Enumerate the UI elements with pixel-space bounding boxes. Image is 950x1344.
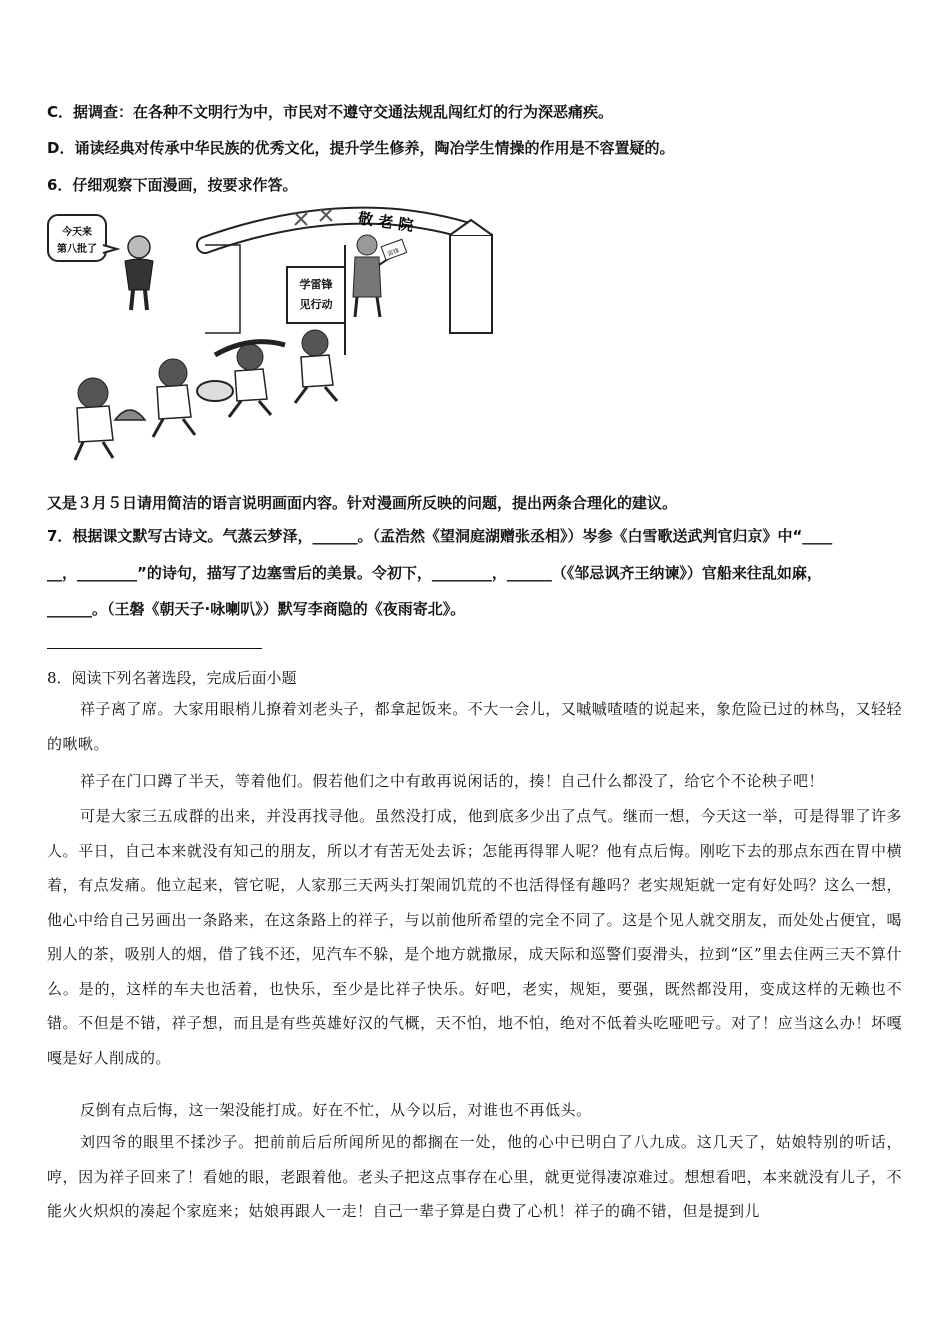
question-7-line-3: ______。（王磐《朝天子·咏喇叭》）默写李商隐的《夜雨寄北》。	[47, 600, 466, 618]
passage-paragraph-4: 反倒有点后悔，这一架没能打成。好在不忙，从今以后，对谁也不再低头。	[80, 1101, 592, 1119]
banner-line-1: 学雷锋	[299, 278, 333, 291]
option-c: C．据调查：在各种不文明行为中，市民对不遵守交通法规乱闯红灯的行为深恶痛疾。	[47, 103, 614, 121]
passage-paragraph-3: 可是大家三五成群的出来，并没再找寻他。虽然没打成，他到底多少出了点气。继而一想，今天这一举，可是得罪了许多人。平日，自己本来就没有知己的朋友，所以才有苦无处去诉；怎能再得罪人呢？他有点后悔。刚吃下去的那点东西在胃中横着，有点发痛。他立起来，管它呢，人家那三天两头打架闹饥荒的不也活得怪有趣吗？老实规矩就一定有好处吗？这么一想，他心中给自己另画出一条路来，在这条路上的祥子，与以前他所希望的完全不同了。这是个见人就交朋友，而处处占便宜，喝别人的茶，吸别人的烟，借了钱不还，见汽车不躲，是个地方就撒尿，成天际和巡警们耍滑头，拉到“区”里去住两三天不算什么。是的，这样的车夫也活着，也快乐，至少是比祥子快乐。好吧，老实，规矩，要强，既然都没用，变成这样的无赖也不错。不但是不错，祥子想，而且是有些英雄好汉的气概，天不怕，地不怕，绝对不低着头吃哑吧亏。对了！应当这么办！坏嘎嘎是好人削成的。	[47, 807, 902, 1067]
flag-text: 雷锋	[386, 247, 401, 258]
speech-line-2: 第八批了	[57, 244, 97, 255]
question-6-prompt: 又是３月５日请用简洁的语言说明画面内容。针对漫画所反映的问题，提出两条合理化的建议。	[47, 494, 678, 512]
banner-line-2: 见行动	[299, 298, 333, 311]
passage-paragraph-1: 祥子离了席。大家用眼梢儿撩着刘老头子，都拿起饭来。不大一会儿，又嘁嘁喳喳的说起来，象危险已过的林鸟，又轻轻的啾啾。	[47, 700, 902, 753]
passage-paragraph-5: 刘四爷的眼里不揉沙子。把前前后后所闻所见的都搁在一处，他的心中已明白了八九成。这几天了，姑娘特别的听话，哼，因为祥子回来了！看她的眼，老跟着他。老头子把这点事存在心里，就更觉得凄凉难过。想想看吧，本来就没有儿子，不能火火炽炽的凑起个家庭来；姑娘再跟人一走！自己一辈子算是白费了心机！祥子的确不错，但是提到儿	[47, 1133, 902, 1220]
arch-sign-text: 敬 老 院	[356, 209, 415, 235]
answer-blank-line	[47, 648, 262, 649]
old-man-figure	[125, 236, 153, 310]
cartoon-illustration	[45, 205, 505, 470]
question-7-line-1: 7．根据课文默写古诗文。气蒸云梦泽，______。（孟浩然《望洞庭湖赠张丞相》）岑参《白雪歌送武判官归京》中“____	[47, 527, 833, 545]
greeter-figure	[353, 235, 407, 317]
marching-children	[75, 330, 337, 460]
speech-bubble	[48, 215, 117, 261]
passage-paragraph-2: 祥子在门口蹲了半天，等着他们。假若他们之中有敢再说闲话的，揍！自己什么都没了，给它个不论秧子吧！	[80, 772, 825, 790]
speech-line-1: 今天来	[62, 227, 92, 238]
question-7-line-2: __，________”的诗句，描写了边塞雪后的美景。令初下，________，______（《邹忌讽齐王纳谏》）官船来往乱如麻，	[47, 564, 822, 582]
question-6-title: 6．仔细观察下面漫画，按要求作答。	[47, 176, 298, 194]
question-8-title: 8．阅读下列名著选段，完成后面小题	[47, 669, 297, 687]
option-d: D．诵读经典对传承中华民族的优秀文化，提升学生修养，陶冶学生情操的作用是不容置疑的。	[47, 139, 675, 157]
nursing-home-arch	[205, 209, 492, 333]
